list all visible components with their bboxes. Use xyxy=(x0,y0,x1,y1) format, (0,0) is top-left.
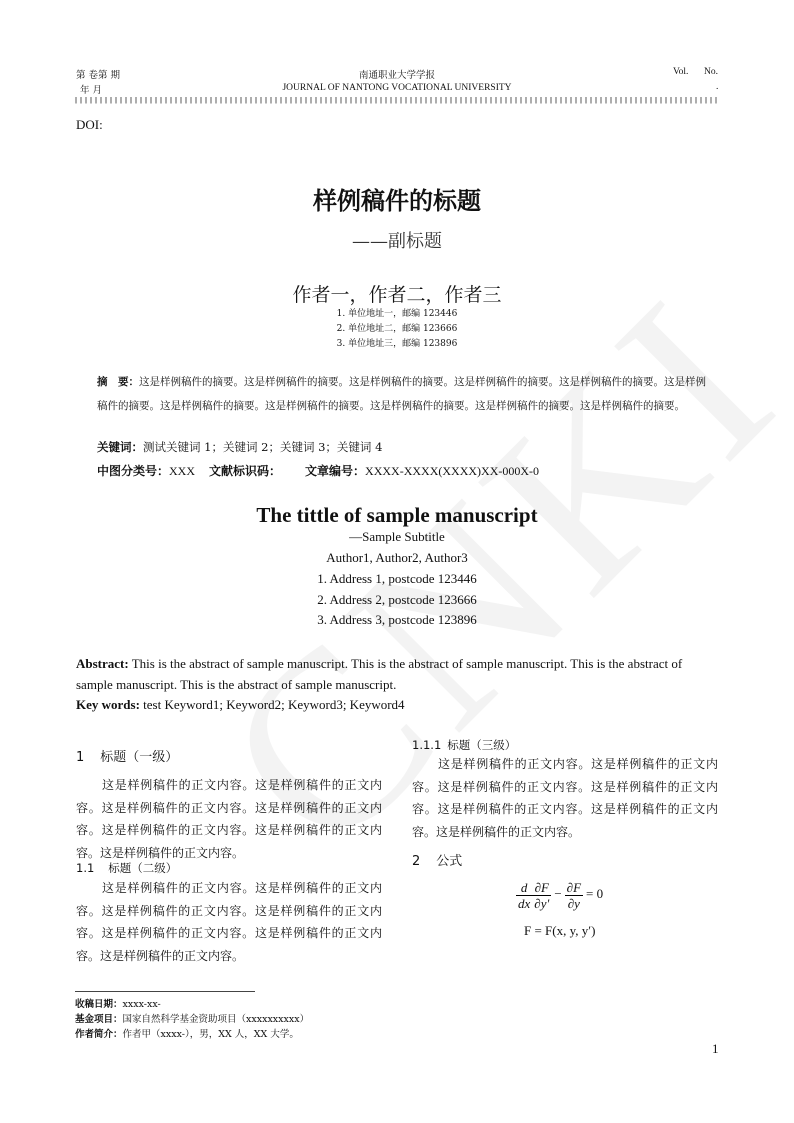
address-cn-3: 3. 单位地址三，邮编 123896 xyxy=(336,339,458,349)
keywords-en-text: test Keyword1; Keyword2; Keyword3; Keyword4 xyxy=(143,697,405,712)
bio-label: 作者简介： xyxy=(75,1029,123,1040)
section-1-1-1-title: 标题（三级） xyxy=(447,738,517,752)
section-1-1-title: 标题（二级） xyxy=(108,861,178,875)
section-2-heading xyxy=(412,850,462,869)
clc-label: 中图分类号： xyxy=(97,464,170,478)
abstract-en-text: This is the abstract of sample manuscript. This is the abstract of sample manuscript. This is the abstract of sample manuscript. This is the abstract of sample manuscript. xyxy=(76,656,683,692)
section-1-1-paragraph: 这是样例稿件的正文内容。这是样例稿件的正文内容。这是样例稿件的正文内容。这是样例稿件的正文内容。这是样例稿件的正文内容。这是样例稿件的正文内容。这是样例稿件的正文内容。 xyxy=(76,881,382,963)
eq1-rhs: = 0 xyxy=(586,886,604,902)
doc-code-label: 文献标识码： xyxy=(209,464,282,478)
page-title-cn: 样例稿件的标题 xyxy=(313,187,481,215)
journal-name-cn: 南通职业大学学报 xyxy=(358,70,435,81)
address-en-3: 3. Address 3, postcode 123896 xyxy=(317,612,477,627)
keywords-en-label: Key words: xyxy=(76,697,140,712)
header-no: No. xyxy=(704,67,718,77)
equation-1 xyxy=(516,880,603,911)
eq1-d: d xyxy=(516,880,532,896)
section-2-number: 2 xyxy=(412,854,421,869)
page-number: 1 xyxy=(712,1041,719,1056)
authors-en: Author1, Author2, Author3 xyxy=(326,550,468,565)
fund-label: 基金项目： xyxy=(75,1014,123,1025)
section-1-1-heading xyxy=(76,860,177,876)
abstract-en xyxy=(76,653,720,695)
eq1-partial-y-prime: ∂y′ xyxy=(534,896,550,911)
clc-value: XXX xyxy=(169,464,196,478)
abstract-cn xyxy=(97,371,707,418)
keywords-cn-label: 关键词： xyxy=(97,440,143,454)
section-1-1-number: 1.1 xyxy=(76,861,95,875)
section-1-1-1-paragraph: 这是样例稿件的正文内容。这是样例稿件的正文内容。这是样例稿件的正文内容。这是样例稿件的正文内容。这是样例稿件的正文内容。这是样例稿件的正文内容。这是样例稿件的正文内容。 xyxy=(412,757,718,839)
classification-line xyxy=(97,462,539,479)
address-cn-2: 2. 单位地址二，邮编 123666 xyxy=(336,324,458,334)
footnote-fund xyxy=(75,1012,475,1028)
section-1-number: 1 xyxy=(76,750,85,765)
equation-2: F = F(x, y, y′) xyxy=(524,923,596,938)
section-1-title: 标题（一级） xyxy=(100,750,179,765)
section-2-title: 公式 xyxy=(436,854,463,869)
footnote-divider xyxy=(75,991,255,992)
footnote-received xyxy=(75,997,475,1013)
address-en-1: 1. Address 1, postcode 123446 xyxy=(317,571,477,586)
eq1-dx: dx xyxy=(518,896,531,911)
subtitle-cn: ——副标题 xyxy=(352,231,442,252)
eq1-partial-f-2: ∂F xyxy=(566,880,582,895)
address-cn-1: 1. 单位地址一，邮编 123446 xyxy=(336,309,458,319)
journal-name-en: JOURNAL OF NANTONG VOCATIONAL UNIVERSITY xyxy=(282,83,512,93)
authors-cn: 作者一，作者二，作者三 xyxy=(292,284,502,306)
abstract-cn-text: 这是样例稿件的摘要。这是样例稿件的摘要。这是样例稿件的摘要。这是样例稿件的摘要。这是样例稿件的摘要。这是样例稿件的摘要。这是样例稿件的摘要。这是样例稿件的摘要。这是样例稿件的摘要。这是样例稿件的摘要。这是样例稿件的摘要。 xyxy=(97,376,706,412)
keywords-cn xyxy=(97,439,382,455)
header-year-month: 年 月 xyxy=(80,85,103,96)
received-label: 收稿日期： xyxy=(75,999,123,1010)
page-title-en: The tittle of sample manuscript xyxy=(256,503,538,527)
section-1-1-1-number: 1.1.1 xyxy=(412,738,442,752)
eq1-partial-f: ∂F xyxy=(532,880,551,896)
header-rule-secondary xyxy=(75,103,720,104)
section-1-heading xyxy=(76,746,178,765)
fund-value: 国家自然科学基金资助项目（xxxxxxxxxx） xyxy=(122,1014,310,1025)
article-no-value: XXXX-XXXX(XXXX)XX-000X-0 xyxy=(365,464,540,478)
abstract-en-label: Abstract: xyxy=(76,656,129,671)
received-value: xxxx-xx- xyxy=(122,999,161,1010)
header-volume-issue: 第 卷第 期 xyxy=(76,70,121,81)
section-1-1-1-heading xyxy=(412,737,516,753)
eq1-partial-y: ∂y xyxy=(567,896,580,911)
subtitle-en: —Sample Subtitle xyxy=(349,529,445,544)
doi: DOI: xyxy=(76,117,103,132)
header-dot: . xyxy=(716,82,719,92)
bio-value: 作者甲（xxxx-），男，XX 人，XX 大学。 xyxy=(122,1029,299,1040)
header-vol: Vol. xyxy=(673,67,689,77)
article-no-label: 文章编号： xyxy=(305,464,366,478)
footnote-author-bio xyxy=(75,1027,475,1043)
section-1-paragraph: 这是样例稿件的正文内容。这是样例稿件的正文内容。这是样例稿件的正文内容。这是样例稿件的正文内容。这是样例稿件的正文内容。这是样例稿件的正文内容。这是样例稿件的正文内容。 xyxy=(76,778,382,860)
abstract-cn-label: 摘 要： xyxy=(97,376,139,388)
keywords-cn-text: 测试关键词 1；关键词 2；关键词 3；关键词 4 xyxy=(143,440,383,454)
keywords-en xyxy=(76,694,720,715)
eq1-minus: − xyxy=(554,886,562,902)
address-en-2: 2. Address 2, postcode 123666 xyxy=(317,592,477,607)
